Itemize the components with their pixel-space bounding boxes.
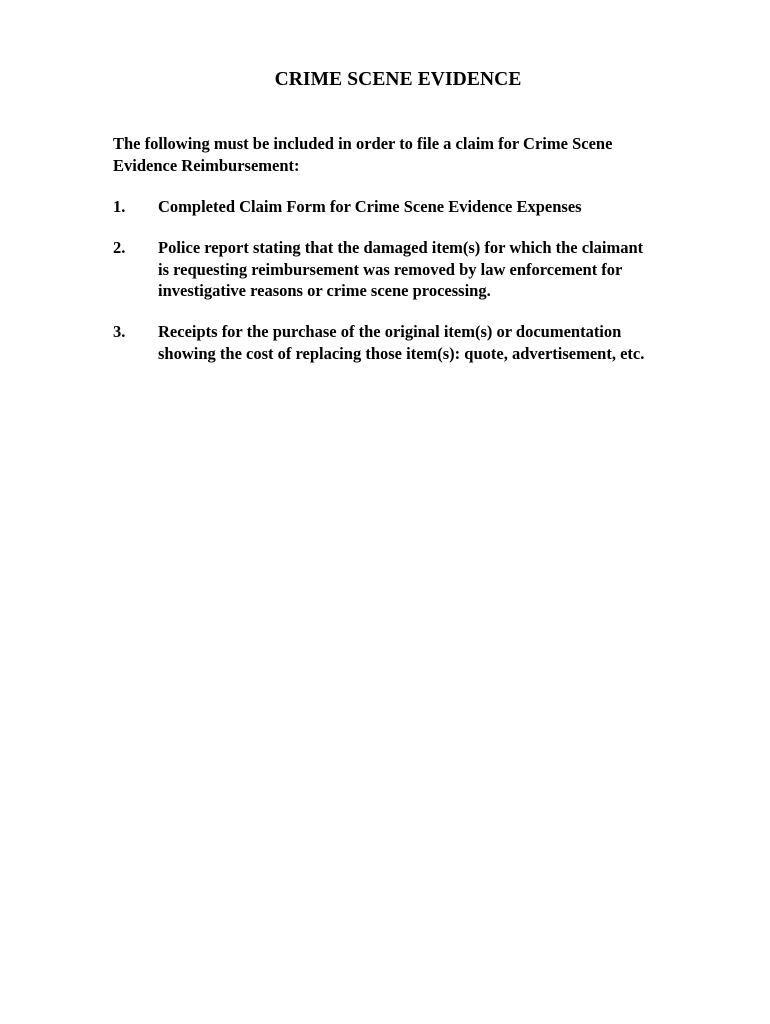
item-line: Completed Claim Form for Crime Scene Evidence Expenses [158,197,582,216]
item-text [158,321,644,364]
item-line: Police report stating that the damaged item(s) for which the claimant [158,238,644,257]
item-line: is requesting reimbursement was removed by law enforcement for [158,259,623,279]
item-number: 2. [113,238,126,257]
intro-line: The following must be included in order to file a claim for Crime Scene [113,134,613,153]
item-text [158,237,643,302]
item-number: 3. [113,322,126,341]
item-text [158,196,582,218]
document-title: CRIME SCENE EVIDENCE [274,69,522,90]
item-line: investigative reasons or crime scene processing. [158,281,491,300]
item-line: showing the cost of replacing those item(s): quote, advertisement, etc. [158,343,645,363]
item-line: Receipts for the purchase of the original item(s) or documentation [158,322,622,341]
item-number: 1. [113,197,126,216]
intro-line: Evidence Reimbursement: [113,155,300,175]
intro-paragraph [113,133,673,176]
